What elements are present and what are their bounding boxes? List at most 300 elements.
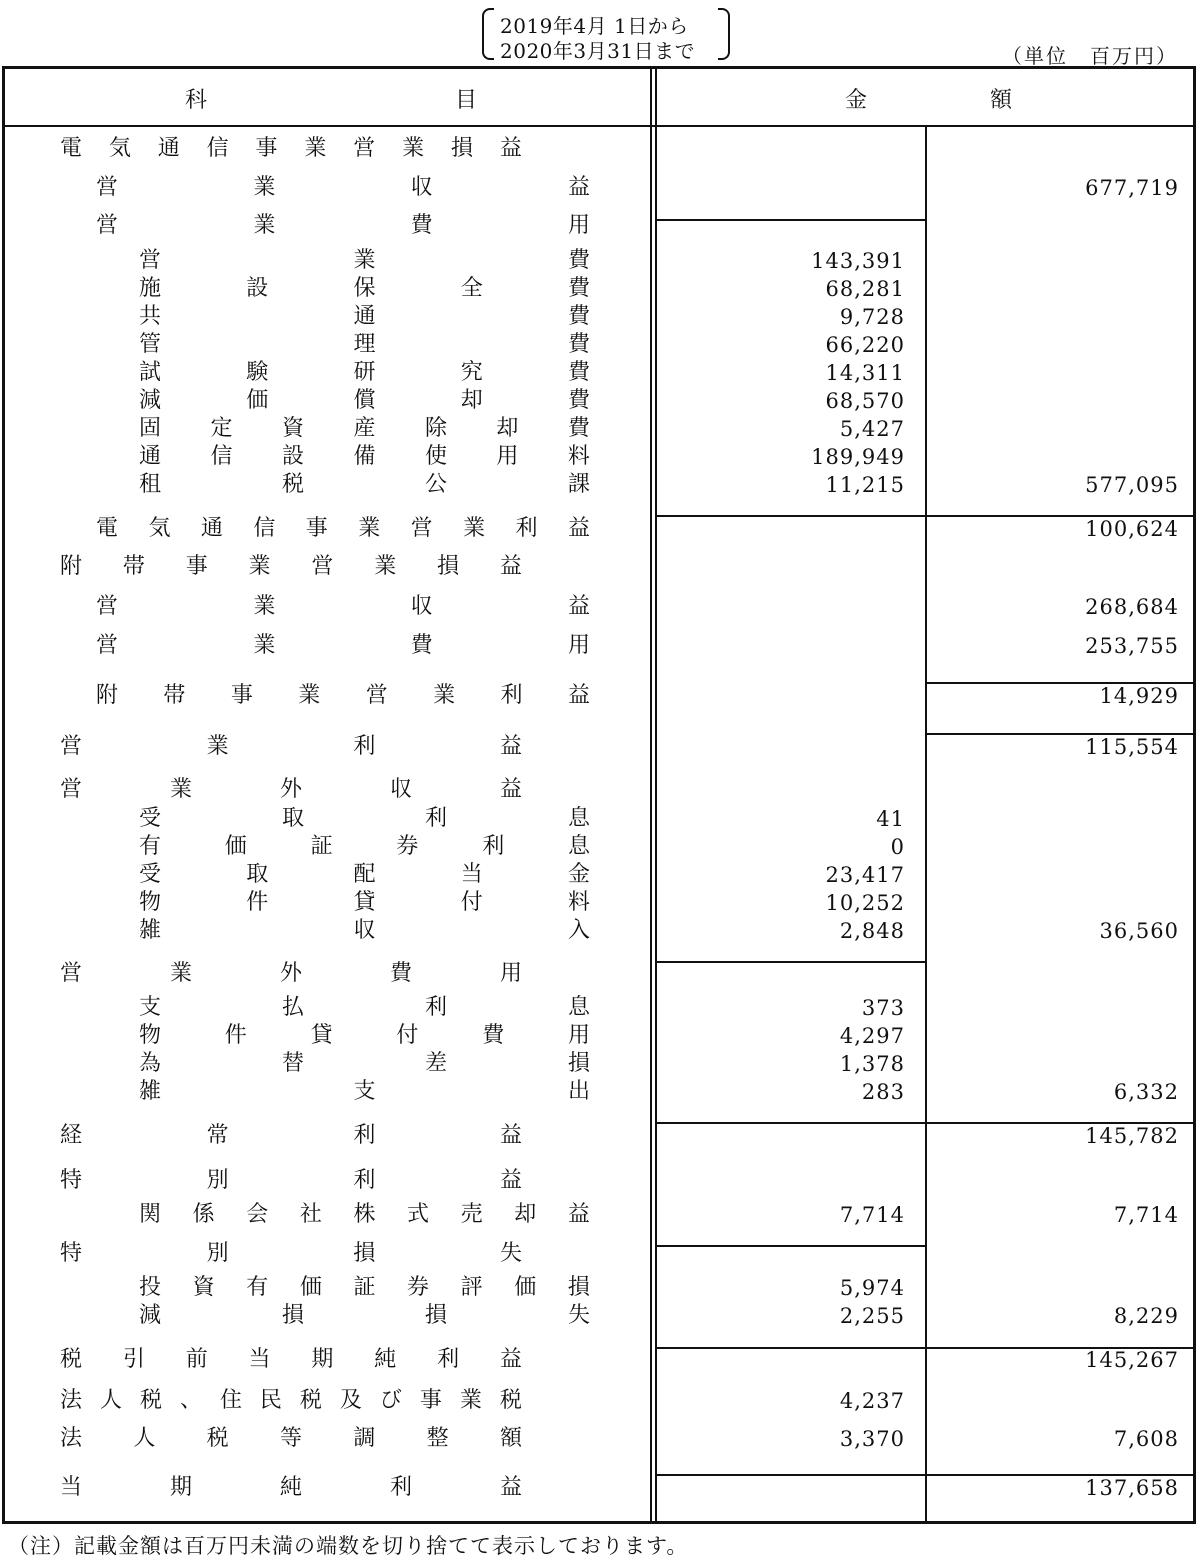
label-char: 株 xyxy=(353,1202,376,1227)
label-char: 業 xyxy=(253,594,276,619)
label-char: 別 xyxy=(206,1168,229,1193)
label-char: 息 xyxy=(567,806,590,831)
footnote: （注）記載金額は百万円未満の端数を切り捨てて表示しております。 xyxy=(8,1534,689,1558)
label-char: 却 xyxy=(460,388,483,413)
label-char: 税 xyxy=(499,1388,522,1413)
label-char: 売 xyxy=(460,1202,483,1227)
line-item-label xyxy=(60,1475,522,1501)
label-char: 期 xyxy=(169,1475,192,1500)
label-char: 支 xyxy=(353,1079,376,1104)
label-char: 事 xyxy=(230,683,253,708)
label-char: 益 xyxy=(499,1168,522,1193)
line-item-label xyxy=(96,683,590,709)
line-item-label xyxy=(139,1202,590,1228)
label-char: 別 xyxy=(206,1241,229,1266)
period-start: 2019年4月 1日から xyxy=(500,14,689,38)
subtotal-rule xyxy=(925,733,1193,735)
label-char: 収 xyxy=(353,918,376,943)
label-char: 試 xyxy=(139,360,162,385)
label-char: 純 xyxy=(279,1475,302,1500)
detail-amount: 4,297 xyxy=(839,1024,905,1048)
line-item-label xyxy=(139,918,590,944)
label-char: 用 xyxy=(567,1023,590,1048)
label-char: 営 xyxy=(353,136,376,161)
label-char: 事 xyxy=(305,516,328,541)
label-char: 、 xyxy=(179,1388,202,1413)
detail-amount: 14,311 xyxy=(825,361,905,385)
label-char: 減 xyxy=(139,388,162,413)
subtotal-rule xyxy=(655,515,1193,517)
label-char: 券 xyxy=(396,834,419,859)
income-statement-table xyxy=(2,66,1196,1524)
label-char: 用 xyxy=(567,633,590,658)
label-char: 調 xyxy=(353,1426,376,1451)
detail-amount: 373 xyxy=(861,996,905,1020)
label-char: 用 xyxy=(567,213,590,238)
label-char: 業 xyxy=(248,554,271,579)
label-char: 額 xyxy=(499,1426,522,1451)
subtotal-rule xyxy=(655,961,925,963)
label-char: 常 xyxy=(206,1123,229,1148)
label-char: 業 xyxy=(206,734,229,759)
label-char: 業 xyxy=(402,136,425,161)
label-char: 税 xyxy=(299,1388,322,1413)
label-char: 却 xyxy=(496,416,519,441)
label-char: 業 xyxy=(433,683,456,708)
line-item-label xyxy=(139,388,590,414)
label-char: 券 xyxy=(407,1275,430,1300)
detail-amount: 23,417 xyxy=(825,863,905,887)
label-char: 共 xyxy=(139,304,162,329)
label-char: 営 xyxy=(60,961,83,986)
label-char: 益 xyxy=(499,1123,522,1148)
label-char: 特 xyxy=(60,1168,83,1193)
label-char: 費 xyxy=(567,276,590,301)
label-char: 貸 xyxy=(310,1023,333,1048)
label-char: 価 xyxy=(299,1275,322,1300)
detail-amount: 5,427 xyxy=(839,417,905,441)
column-header-amount-1: 金 xyxy=(845,88,868,113)
total-amount: 6,332 xyxy=(1113,1080,1179,1104)
label-char: 電 xyxy=(96,516,119,541)
line-item-label xyxy=(139,862,590,888)
label-char: 費 xyxy=(567,416,590,441)
label-char: 替 xyxy=(281,1051,304,1076)
label-char: 式 xyxy=(407,1202,430,1227)
label-char: 受 xyxy=(139,806,162,831)
total-amount: 253,755 xyxy=(1085,634,1179,658)
label-char: 期 xyxy=(311,1347,334,1372)
label-char: 費 xyxy=(389,961,412,986)
label-char: 損 xyxy=(424,1303,447,1328)
label-char: 帯 xyxy=(163,683,186,708)
label-char: 費 xyxy=(567,332,590,357)
total-amount: 145,267 xyxy=(1085,1348,1179,1372)
label-char: 物 xyxy=(139,890,162,915)
label-char: 係 xyxy=(192,1202,215,1227)
label-char: 業 xyxy=(298,683,321,708)
label-char: 営 xyxy=(410,516,433,541)
label-char: 会 xyxy=(246,1202,269,1227)
detail-amount: 9,728 xyxy=(839,305,905,329)
detail-amount: 41 xyxy=(876,807,905,831)
label-char: 費 xyxy=(410,213,433,238)
label-char: 法 xyxy=(60,1388,83,1413)
label-char: 損 xyxy=(567,1051,590,1076)
line-item-label xyxy=(60,777,522,803)
left-bracket xyxy=(482,8,494,60)
label-char: 投 xyxy=(139,1275,162,1300)
total-amount: 577,095 xyxy=(1085,473,1179,497)
label-char: 有 xyxy=(246,1275,269,1300)
label-char: 費 xyxy=(410,633,433,658)
label-char: 益 xyxy=(499,1347,522,1372)
label-char: 当 xyxy=(60,1475,83,1500)
line-item-label xyxy=(139,806,590,832)
label-char: 営 xyxy=(60,734,83,759)
label-char: 法 xyxy=(60,1426,83,1451)
label-char: 益 xyxy=(499,777,522,802)
label-char: 営 xyxy=(311,554,334,579)
label-char: 配 xyxy=(353,862,376,887)
label-char: 取 xyxy=(246,862,269,887)
right-bracket xyxy=(718,8,730,60)
label-char: 入 xyxy=(567,918,590,943)
detail-amount: 10,252 xyxy=(825,891,905,915)
detail-amount: 68,570 xyxy=(825,389,905,413)
label-char: 利 xyxy=(482,834,505,859)
label-char: 収 xyxy=(410,175,433,200)
label-char: 産 xyxy=(353,416,376,441)
label-char: 前 xyxy=(185,1347,208,1372)
label-char: 通 xyxy=(353,304,376,329)
line-item-label xyxy=(139,416,590,442)
line-item-label xyxy=(139,444,590,470)
label-char: 営 xyxy=(60,777,83,802)
label-char: 施 xyxy=(139,276,162,301)
label-char: 益 xyxy=(567,594,590,619)
label-char: 営 xyxy=(96,633,119,658)
label-char: 気 xyxy=(108,136,131,161)
detail-amount: 4,237 xyxy=(839,1389,905,1413)
label-char: 信 xyxy=(206,136,229,161)
label-char: 電 xyxy=(60,136,83,161)
label-char: 料 xyxy=(567,890,590,915)
label-char: 気 xyxy=(148,516,171,541)
label-char: 除 xyxy=(424,416,447,441)
label-char: 租 xyxy=(139,472,162,497)
fiscal-period xyxy=(482,6,730,63)
label-char: 営 xyxy=(365,683,388,708)
label-char: 業 xyxy=(304,136,327,161)
total-amount: 14,929 xyxy=(1099,684,1179,708)
label-char: 取 xyxy=(281,806,304,831)
label-char: 雑 xyxy=(139,1079,162,1104)
total-amount: 145,782 xyxy=(1085,1124,1179,1148)
line-item-label xyxy=(139,1303,590,1329)
label-char: 当 xyxy=(460,862,483,887)
label-char: 税 xyxy=(281,472,304,497)
label-char: 利 xyxy=(515,516,538,541)
label-char: 業 xyxy=(358,516,381,541)
label-char: 業 xyxy=(353,248,376,273)
period-end: 2020年3月31日まで xyxy=(500,39,696,63)
line-item-label xyxy=(139,1023,590,1049)
label-char: 業 xyxy=(253,175,276,200)
label-char: 附 xyxy=(60,554,83,579)
label-char: 付 xyxy=(460,890,483,915)
double-rule-left xyxy=(650,69,652,1521)
label-char: 減 xyxy=(139,1303,162,1328)
label-char: 使 xyxy=(424,444,447,469)
label-char: 失 xyxy=(499,1241,522,1266)
label-char: 益 xyxy=(499,1475,522,1500)
label-char: 払 xyxy=(281,995,304,1020)
label-char: 理 xyxy=(353,332,376,357)
label-char: 業 xyxy=(459,1388,482,1413)
label-char: 評 xyxy=(460,1275,483,1300)
label-char: 究 xyxy=(460,360,483,385)
label-char: 価 xyxy=(224,834,247,859)
line-item-label xyxy=(139,1079,590,1105)
line-item-label xyxy=(60,1347,522,1373)
label-char: 償 xyxy=(353,388,376,413)
label-char: 公 xyxy=(424,472,447,497)
label-char: 通 xyxy=(200,516,223,541)
label-char: 損 xyxy=(353,1241,376,1266)
label-char: 益 xyxy=(499,136,522,161)
line-item-label xyxy=(60,1388,522,1414)
column-header-item-1: 科 xyxy=(185,88,208,113)
label-char: 益 xyxy=(499,734,522,759)
total-amount: 268,684 xyxy=(1085,595,1179,619)
label-char: 費 xyxy=(567,304,590,329)
amount-column-divider xyxy=(925,127,927,1521)
label-char: 業 xyxy=(169,961,192,986)
subtotal-rule xyxy=(655,1474,1193,1476)
label-char: 通 xyxy=(139,444,162,469)
total-amount: 100,624 xyxy=(1085,517,1179,541)
detail-amount: 2,255 xyxy=(839,1304,905,1328)
line-item-label xyxy=(96,516,590,542)
label-char: 付 xyxy=(396,1023,419,1048)
label-char: 民 xyxy=(259,1388,282,1413)
label-char: 価 xyxy=(246,388,269,413)
line-item-label xyxy=(60,136,522,162)
label-char: 営 xyxy=(96,594,119,619)
label-char: 費 xyxy=(567,248,590,273)
label-char: 益 xyxy=(499,554,522,579)
line-item-label xyxy=(96,175,590,201)
line-item-label xyxy=(60,554,522,580)
label-char: 業 xyxy=(253,633,276,658)
label-char: 為 xyxy=(139,1051,162,1076)
label-char: 費 xyxy=(567,388,590,413)
subtotal-rule xyxy=(655,1245,925,1247)
detail-amount: 1,378 xyxy=(839,1052,905,1076)
column-header-amount-2: 額 xyxy=(990,88,1013,113)
label-char: 固 xyxy=(139,416,162,441)
label-char: 損 xyxy=(281,1303,304,1328)
line-item-label xyxy=(139,304,590,330)
detail-amount: 7,714 xyxy=(839,1203,905,1227)
label-char: 受 xyxy=(139,862,162,887)
label-char: 出 xyxy=(567,1079,590,1104)
total-amount: 7,608 xyxy=(1113,1427,1179,1451)
label-char: 利 xyxy=(353,1123,376,1148)
label-char: 験 xyxy=(246,360,269,385)
label-char: 帯 xyxy=(122,554,145,579)
label-char: 事 xyxy=(255,136,278,161)
label-char: 及 xyxy=(339,1388,362,1413)
label-char: 雑 xyxy=(139,918,162,943)
label-char: 信 xyxy=(253,516,276,541)
line-item-label xyxy=(139,332,590,358)
label-char: 定 xyxy=(210,416,233,441)
label-char: 引 xyxy=(122,1347,145,1372)
line-item-label xyxy=(96,594,590,620)
detail-amount: 283 xyxy=(861,1080,905,1104)
label-char: 益 xyxy=(567,1202,590,1227)
line-item-label xyxy=(139,890,590,916)
label-char: 業 xyxy=(463,516,486,541)
line-item-label xyxy=(60,1241,522,1267)
label-char: 設 xyxy=(281,444,304,469)
label-char: 収 xyxy=(410,594,433,619)
label-char: 用 xyxy=(496,444,519,469)
total-amount: 677,719 xyxy=(1085,176,1179,200)
line-item-label xyxy=(60,734,522,760)
label-char: 費 xyxy=(482,1023,505,1048)
detail-amount: 189,949 xyxy=(811,445,905,469)
label-char: 人 xyxy=(133,1426,156,1451)
label-char: 信 xyxy=(210,444,233,469)
label-char: 外 xyxy=(279,961,302,986)
label-char: 営 xyxy=(139,248,162,273)
label-char: 息 xyxy=(567,834,590,859)
line-item-label xyxy=(60,1168,522,1194)
label-char: 損 xyxy=(567,1275,590,1300)
label-char: 通 xyxy=(157,136,180,161)
label-char: 収 xyxy=(389,777,412,802)
label-char: 利 xyxy=(437,1347,460,1372)
line-item-label xyxy=(60,1123,522,1149)
line-item-label xyxy=(139,276,590,302)
label-char: 資 xyxy=(281,416,304,441)
detail-amount: 11,215 xyxy=(825,473,905,497)
label-char: 失 xyxy=(567,1303,590,1328)
label-char: 備 xyxy=(353,444,376,469)
label-char: 業 xyxy=(374,554,397,579)
label-char: 社 xyxy=(299,1202,322,1227)
label-char: 利 xyxy=(389,1475,412,1500)
total-amount: 8,229 xyxy=(1113,1304,1179,1328)
label-char: 当 xyxy=(248,1347,271,1372)
label-char: 利 xyxy=(500,683,523,708)
detail-amount: 2,848 xyxy=(839,919,905,943)
label-char: 証 xyxy=(310,834,333,859)
label-char: 関 xyxy=(139,1202,162,1227)
label-char: 税 xyxy=(60,1347,83,1372)
label-char: 人 xyxy=(99,1388,122,1413)
line-item-label xyxy=(96,633,590,659)
label-char: 事 xyxy=(185,554,208,579)
label-char: 支 xyxy=(139,995,162,1020)
line-item-label xyxy=(139,1051,590,1077)
label-char: 営 xyxy=(96,175,119,200)
total-amount: 36,560 xyxy=(1099,919,1179,943)
label-char: 課 xyxy=(567,472,590,497)
label-char: び xyxy=(379,1388,402,1413)
total-amount: 137,658 xyxy=(1085,1476,1179,1500)
line-item-label xyxy=(139,472,590,498)
subtotal-rule xyxy=(655,1122,1193,1124)
unit-label: （単位 百万円） xyxy=(1002,44,1178,68)
label-char: 業 xyxy=(253,213,276,238)
label-char: 用 xyxy=(499,961,522,986)
subtotal-rule xyxy=(655,1347,1193,1349)
label-char: 整 xyxy=(426,1426,449,1451)
header-divider xyxy=(5,125,1193,127)
label-char: 純 xyxy=(374,1347,397,1372)
label-char: 経 xyxy=(60,1123,83,1148)
line-item-label xyxy=(139,360,590,386)
label-char: 益 xyxy=(567,175,590,200)
label-char: 利 xyxy=(353,734,376,759)
detail-amount: 66,220 xyxy=(825,333,905,357)
label-char: 住 xyxy=(219,1388,242,1413)
label-char: 損 xyxy=(451,136,474,161)
label-char: 等 xyxy=(279,1426,302,1451)
column-header-item-2: 目 xyxy=(455,88,478,113)
detail-amount: 3,370 xyxy=(839,1427,905,1451)
detail-amount: 143,391 xyxy=(811,249,905,273)
total-amount: 115,554 xyxy=(1085,735,1179,759)
total-amount: 7,714 xyxy=(1113,1203,1179,1227)
label-char: 事 xyxy=(419,1388,442,1413)
label-char: 貸 xyxy=(353,890,376,915)
subtotal-rule xyxy=(925,682,1193,684)
detail-amount: 68,281 xyxy=(825,277,905,301)
label-char: 費 xyxy=(567,360,590,385)
label-char: 価 xyxy=(514,1275,537,1300)
label-char: 附 xyxy=(96,683,119,708)
label-char: 息 xyxy=(567,995,590,1020)
label-char: 証 xyxy=(353,1275,376,1300)
label-char: 損 xyxy=(437,554,460,579)
line-item-label xyxy=(139,1275,590,1301)
line-item-label xyxy=(60,1426,522,1452)
subtotal-rule xyxy=(655,219,925,221)
label-char: 特 xyxy=(60,1241,83,1266)
label-char: 利 xyxy=(424,806,447,831)
label-char: 却 xyxy=(514,1202,537,1227)
label-char: 設 xyxy=(246,276,269,301)
label-char: 有 xyxy=(139,834,162,859)
label-char: 全 xyxy=(460,276,483,301)
label-char: 益 xyxy=(567,683,590,708)
label-char: 税 xyxy=(139,1388,162,1413)
label-char: 金 xyxy=(567,862,590,887)
label-char: 業 xyxy=(169,777,192,802)
line-item-label xyxy=(139,834,590,860)
line-item-label xyxy=(139,248,590,274)
label-char: 利 xyxy=(424,995,447,1020)
label-char: 差 xyxy=(424,1051,447,1076)
label-char: 営 xyxy=(96,213,119,238)
double-rule-right xyxy=(655,69,657,1521)
label-char: 保 xyxy=(353,276,376,301)
